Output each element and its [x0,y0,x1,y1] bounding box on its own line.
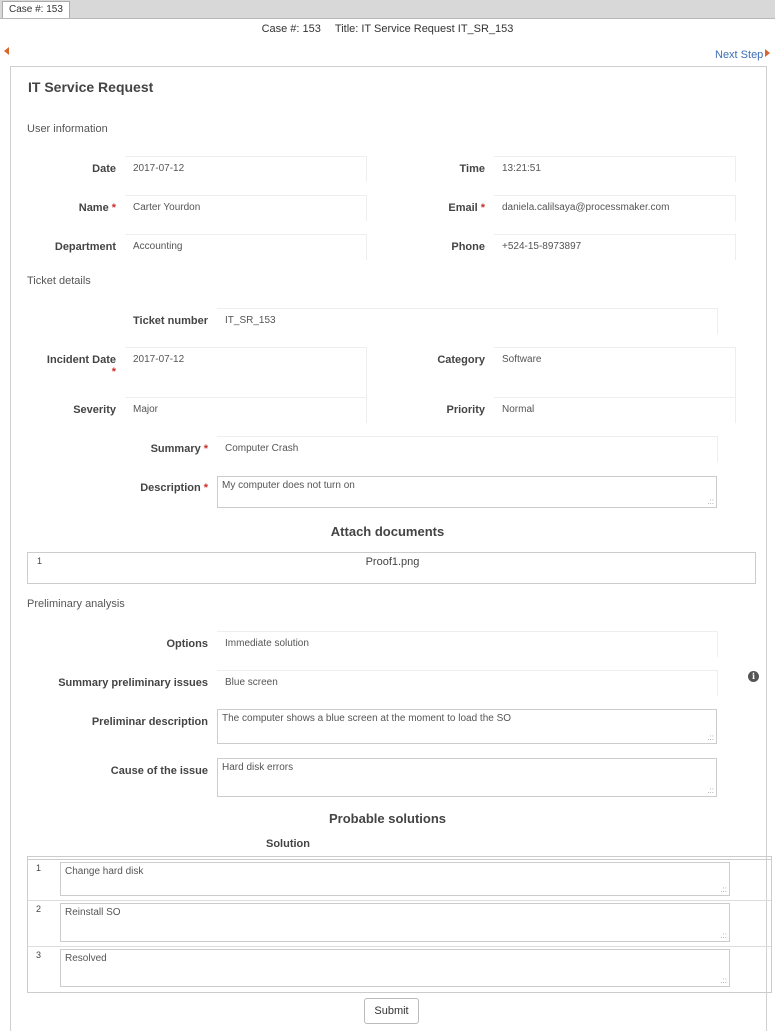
grid-divider [28,946,771,947]
attachment-file-link[interactable]: Proof1.png [365,556,420,568]
required-mark: * [203,482,208,494]
chevron-left-icon[interactable] [4,47,9,55]
solution-row-number: 2 [36,904,42,914]
phone-label: Phone [451,241,485,253]
required-mark: * [111,366,116,378]
resize-grip-icon[interactable]: .:: [707,733,714,742]
cause-label: Cause of the issue [110,765,208,777]
priority-select[interactable]: Normal [494,397,736,423]
solutions-grid [27,856,772,993]
summary-label: Summary * [150,443,208,455]
severity-select[interactable]: Major [125,397,367,423]
required-mark: * [111,202,116,214]
preliminar-description-label: Preliminar description [91,716,208,728]
department-label: Department [54,241,116,253]
summary-preliminary-field[interactable]: Blue screen [217,670,718,696]
date-field[interactable]: 2017-07-12 [125,156,367,182]
options-select[interactable]: Immediate solution [217,631,718,657]
ticket-number-label: Ticket number [133,315,208,327]
solution-text: Change hard disk [65,866,144,877]
resize-grip-icon[interactable]: .:: [707,497,714,506]
ticket-number-field[interactable]: IT_SR_153 [217,308,718,334]
resize-grip-icon[interactable]: .:: [720,976,727,985]
preliminar-description-text: The computer shows a blue screen at the moment to load the SO [222,713,512,724]
grid-divider [28,859,771,860]
grid-divider [28,900,771,901]
department-field[interactable]: Accounting [125,234,367,260]
category-label: Category [437,354,485,366]
email-field[interactable]: daniela.calilsaya@processmaker.com [494,195,736,221]
info-icon[interactable]: i [748,671,759,682]
summary-preliminary-label: Summary preliminary issues [58,677,208,689]
chevron-right-icon[interactable] [765,49,770,57]
form-title: IT Service Request [28,79,154,95]
date-label: Date [92,163,116,175]
preliminar-description-textarea[interactable] [217,709,717,744]
category-select[interactable]: Software [494,347,736,397]
section-ticket-details: Ticket details [27,275,91,287]
incident-date-field[interactable]: 2017-07-12 [125,347,367,397]
solution-text: Resolved [65,953,107,964]
solution-text: Reinstall SO [65,907,121,918]
tab-case[interactable]: Case #: 153 [2,1,70,18]
time-field[interactable]: 13:21:51 [494,156,736,182]
case-title-text: Title: IT Service Request IT_SR_153 [334,23,514,35]
time-label: Time [459,163,485,175]
resize-grip-icon[interactable]: .:: [720,885,727,894]
attach-documents-heading: Attach documents [330,524,445,539]
submit-button[interactable]: Submit [364,998,419,1024]
section-user-information: User information [27,123,108,135]
solution-row-number: 3 [36,950,42,960]
solution-textarea[interactable] [60,903,730,942]
solution-textarea[interactable] [60,862,730,896]
attachments-grid [27,552,756,584]
solution-textarea[interactable] [60,949,730,987]
probable-solutions-heading: Probable solutions [328,811,446,826]
email-label: Email * [448,202,485,214]
case-number: Case #: 153 [261,23,321,35]
case-title [0,23,775,35]
resize-grip-icon[interactable]: .:: [707,786,714,795]
required-mark: * [203,443,208,455]
options-label: Options [166,638,208,650]
description-label: Description * [140,482,208,494]
priority-label: Priority [446,404,485,416]
name-field[interactable]: Carter Yourdon [125,195,367,221]
section-preliminary-analysis: Preliminary analysis [27,598,125,610]
solution-column-header: Solution [266,838,310,850]
resize-grip-icon[interactable]: .:: [720,931,727,940]
tab-bar [0,0,775,19]
attachment-row-number: 1 [37,556,43,566]
summary-field[interactable]: Computer Crash [217,436,718,462]
next-step-link[interactable]: Next Step [715,49,764,61]
severity-label: Severity [73,404,116,416]
solution-row-number: 1 [36,863,42,873]
name-label: Name * [78,202,116,214]
incident-date-label: Incident Date * [46,354,116,378]
required-mark: * [480,202,485,214]
description-text: My computer does not turn on [222,480,355,491]
cause-text: Hard disk errors [222,762,294,773]
description-textarea[interactable] [217,476,717,508]
phone-field[interactable]: +524-15-8973897 [494,234,736,260]
cause-textarea[interactable] [217,758,717,797]
